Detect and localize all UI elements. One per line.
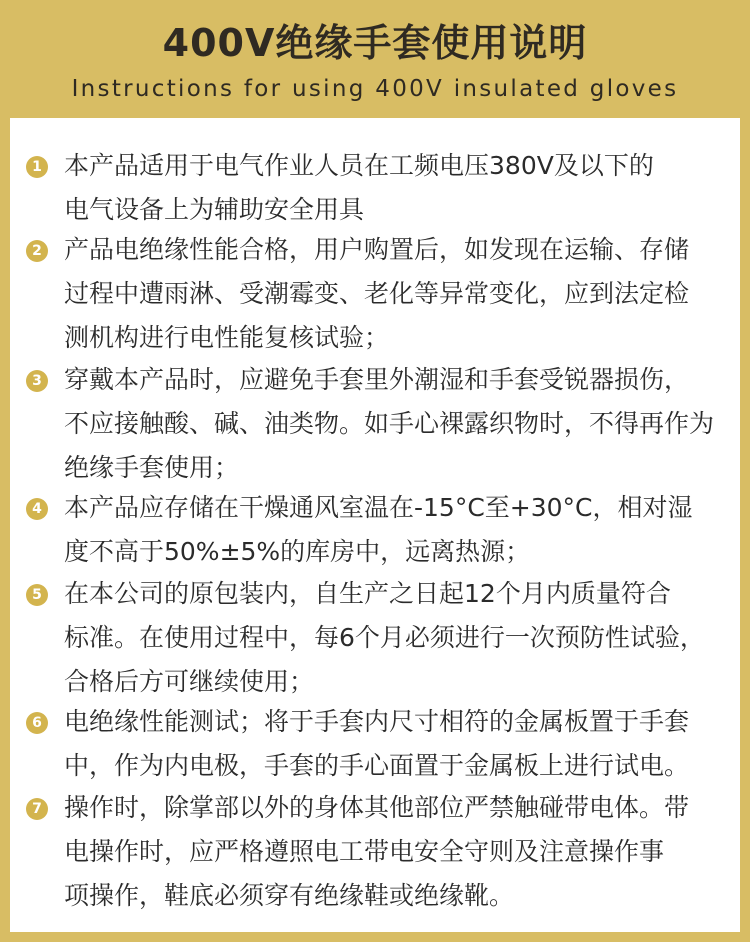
text-line: 绝缘手套使用； — [64, 453, 240, 482]
text-line: 度不高于50%±5%的库房中，远离热源； — [64, 537, 531, 566]
text-line: 产品电绝缘性能合格，用户购置后，如发现在运输、存储 — [64, 235, 690, 264]
number-badge: 1 — [26, 156, 48, 178]
page-title: 400V绝缘手套使用说明 — [162, 21, 588, 65]
text-line: 在本公司的原包装内，自生产之日起12个月内质量符合 — [64, 579, 671, 608]
instruction-text — [64, 486, 730, 574]
number-badge: 6 — [26, 712, 48, 734]
text-line: 操作时，除掌部以外的身体其他部位严禁触碰带电体。带 — [64, 793, 690, 822]
number-badge: 7 — [26, 798, 48, 820]
instruction-text — [64, 228, 730, 360]
text-line: 本产品适用于电气作业人员在工频电压380V及以下的 — [64, 151, 654, 180]
text-line: 电操作时，应严格遵照电工带电安全守则及注意操作事 — [64, 837, 665, 866]
header — [0, 0, 750, 118]
instruction-text — [64, 144, 730, 232]
text-line: 中，作为内电极，手套的手心面置于金属板上进行试电。 — [64, 751, 690, 780]
text-line: 电绝缘性能测试；将于手套内尺寸相符的金属板置于手套 — [64, 707, 690, 736]
text-line: 本产品应存储在干燥通风室温在-15°C至+30°C，相对湿 — [64, 493, 693, 522]
number-badge: 3 — [26, 370, 48, 392]
page-subtitle: Instructions for using 400V insulated gloves — [71, 76, 679, 102]
instruction-text — [64, 700, 730, 788]
text-line: 标准。在使用过程中，每6个月必须进行一次预防性试验， — [64, 623, 705, 652]
text-line: 过程中遭雨淋、受潮霉变、老化等异常变化，应到法定检 — [64, 279, 690, 308]
instruction-text — [64, 572, 730, 704]
number-badge: 2 — [26, 240, 48, 262]
number-badge: 5 — [26, 584, 48, 606]
number-badge: 4 — [26, 498, 48, 520]
text-line: 合格后方可继续使用； — [64, 667, 315, 696]
text-line: 测机构进行电性能复核试验； — [64, 323, 390, 352]
instructions-panel — [10, 118, 740, 932]
instruction-text — [64, 786, 730, 918]
text-line: 电气设备上为辅助安全用具 — [64, 195, 365, 224]
instruction-text — [64, 358, 730, 490]
text-line: 项操作，鞋底必须穿有绝缘鞋或绝缘靴。 — [64, 881, 515, 910]
text-line: 穿戴本产品时，应避免手套里外潮湿和手套受锐器损伤， — [64, 365, 690, 394]
text-line: 不应接触酸、碱、油类物。如手心裸露织物时，不得再作为 — [64, 409, 715, 438]
